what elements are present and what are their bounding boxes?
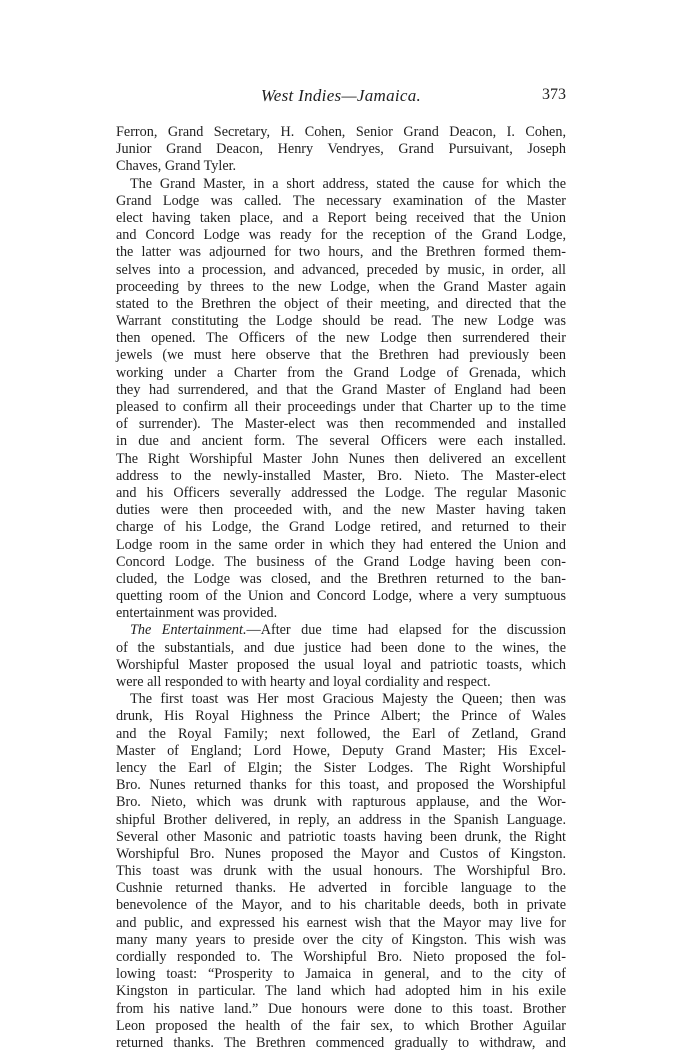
text-line: Chaves, Grand Tyler. [116,158,237,175]
text-line: then opened. The Officers of the new Lodge then surrendered their [116,330,566,347]
text-line: of the substantials, and due justice had been done to the wines, the [116,639,566,656]
running-title: West Indies—Jamaica. [260,86,422,105]
text-line: This toast was drunk with the usual honours. The Worshipful Bro. [116,863,566,880]
text-line: duties were then proceeded with, and the new Master having taken [116,502,566,519]
entertainment-rest: —After due time had elapsed for the discussion [246,622,567,639]
text-line: Junior Grand Deacon, Henry Vendryes, Grand Pursuivant, Joseph [116,141,566,158]
text-line: working under a Charter from the Grand Lodge of Grenada, which [116,364,566,381]
text-line: The Right Worshipful Master John Nunes then delivered an excellent [116,450,566,467]
text-line: and public, and expressed his earnest wish that the Mayor may live for [116,914,566,931]
page-header [116,86,566,108]
text-line: Bro. Nunes returned thanks for this toast, and proposed the Worshipful [116,777,566,794]
text-line: and the Royal Family; next followed, the Earl of Zetland, Grand [116,725,566,742]
text-line: entertainment was provided. [116,605,278,622]
text-line: proceeding by threes to the new Lodge, when the Grand Master again [116,278,566,295]
text-line: stated to the Brethren the object of their meeting, and directed that the [116,295,566,312]
text-line: Warrant constituting the Lodge should be read. The new Lodge was [116,313,566,330]
text-line-entertainment [116,622,566,639]
text-line: quetting room of the Union and Concord Lodge, where a very sumptuous [116,588,566,605]
text-line: Worshipful Bro. Nunes proposed the Mayor and Custos of Kingston. [116,845,566,862]
text-line: were all responded to with hearty and loyal cordiality and respect. [116,674,491,690]
text-line: Several other Masonic and patriotic toasts having been drunk, the Right [116,828,566,845]
text-line: many many years to preside over the city of Kingston. This wish was [116,931,566,948]
text-line: cordially responded to. The Worshipful Bro. Nieto proposed the fol- [116,949,566,965]
text-line: the latter was adjourned for two hours, and the Brethren formed them- [116,244,566,261]
body-text [116,124,566,1052]
text-line: Cushnie returned thanks. He adverted in forcible language to the [116,880,566,897]
text-line: Lodge room in the same order in which they had entered the Union and [116,536,566,553]
text-line: Ferron, Grand Secretary, H. Cohen, Senior Grand Deacon, I. Cohen, [116,124,566,140]
text-line: from his native land.” Due honours were done to this toast. Brother [116,1000,566,1017]
text-line: Master of England; Lord Howe, Deputy Grand Master; His Excel- [116,742,566,759]
text-line: selves into a procession, and advanced, preceded by music, in order, all [116,261,566,278]
text-line: Concord Lodge. The business of the Grand Lodge having been con- [116,553,566,570]
text-line: elect having taken place, and a Report being received that the Union [116,209,566,226]
text-line: benevolence of the Mayor, and to his charitable deeds, both in private [116,897,566,914]
text-line: lowing toast: “Prosperity to Jamaica in general, and to the city of [116,966,566,983]
text-line: of surrender). The Master-elect was then recommended and installed [116,416,566,433]
text-line: drunk, His Royal Highness the Prince Albert; the Prince of Wales [116,708,566,725]
text-line: pleased to confirm all their proceedings under that Charter up to the time [116,399,566,415]
text-line: The Grand Master, in a short address, stated the cause for which the [130,175,566,192]
page-number: 373 [542,86,566,103]
text-line: shipful Brother delivered, in reply, an address in the Spanish Language. [116,811,566,828]
entertainment-heading: The Entertainment. [130,622,247,639]
text-line: and his Officers severally addressed the Lodge. The regular Masonic [116,484,566,501]
text-line: in due and ancient form. The several Officers were each installed. [116,433,566,450]
text-line: lency the Earl of Elgin; the Sister Lodges. The Right Worshipful [116,759,566,776]
text-line: Kingston in particular. The land which had adopted him in his exile [116,983,566,1000]
text-line: they had surrendered, and that the Grand Master of England had been [116,381,566,398]
text-line: Bro. Nieto, which was drunk with rapturous applause, and the Wor- [116,794,566,811]
text-line: address to the newly-installed Master, Bro. Nieto. The Master-elect [116,467,566,484]
text-line: The first toast was Her most Gracious Majesty the Queen; then was [130,691,566,708]
text-line: cluded, the Lodge was closed, and the Brethren returned to the ban- [116,570,566,587]
text-line: Leon proposed the health of the fair sex, to which Brother Aguilar [116,1017,566,1034]
text-line: Grand Lodge was called. The necessary examination of the Master [116,192,566,209]
text-line: charge of his Lodge, the Grand Lodge retired, and returned to their [116,519,566,536]
text-line: and Concord Lodge was ready for the reception of the Grand Lodge, [116,227,566,244]
text-line: returned thanks. The Brethren commenced gradually to withdraw, and [116,1034,566,1051]
text-line: Worshipful Master proposed the usual loyal and patriotic toasts, which [116,656,566,673]
text-line: jewels (we must here observe that the Brethren had previously been [116,347,566,364]
